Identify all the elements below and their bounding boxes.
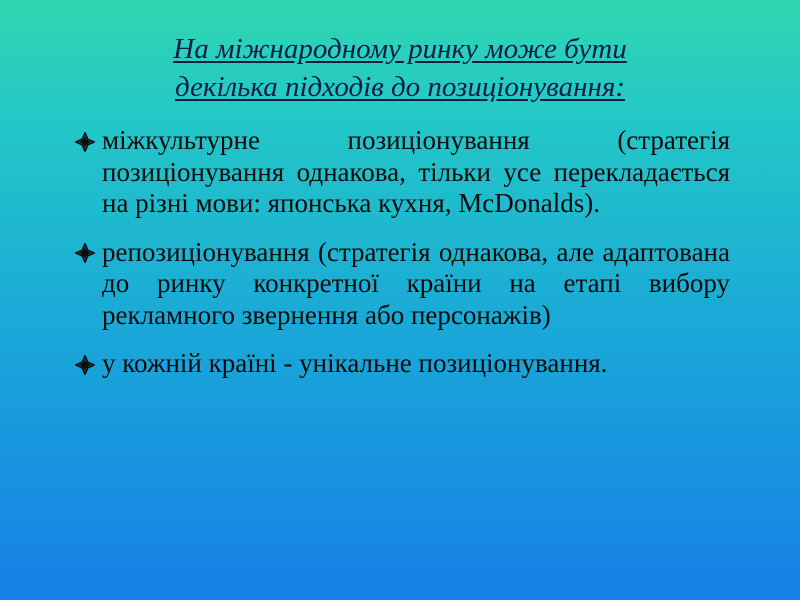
slide-title-line-1: На міжнародному ринку може бути	[173, 33, 627, 65]
bullet-list	[74, 125, 730, 397]
four-petal-diamond-bullet-icon	[74, 237, 102, 269]
slide-title-line-2: декілька підходів до позиціонування:	[175, 71, 625, 103]
list-item-text: міжкультурне позиціонування (стратегія позиціонування однакова, тільки усе перекладається на різні мови: японська кухня, McDonalds).	[102, 125, 730, 218]
list-item	[74, 237, 730, 332]
list-item	[74, 348, 730, 380]
four-petal-diamond-bullet-icon	[74, 348, 102, 380]
list-item-text: репозиціонування (стратегія однакова, але адаптована до ринку конкретної країни на етапі вибору рекламного звернення або персонажів)	[102, 236, 730, 330]
list-item	[74, 125, 730, 220]
four-petal-diamond-bullet-icon	[74, 125, 102, 157]
list-item-text: у кожній країні - унікальне позиціонування.	[102, 348, 608, 378]
slide-title	[70, 30, 730, 106]
